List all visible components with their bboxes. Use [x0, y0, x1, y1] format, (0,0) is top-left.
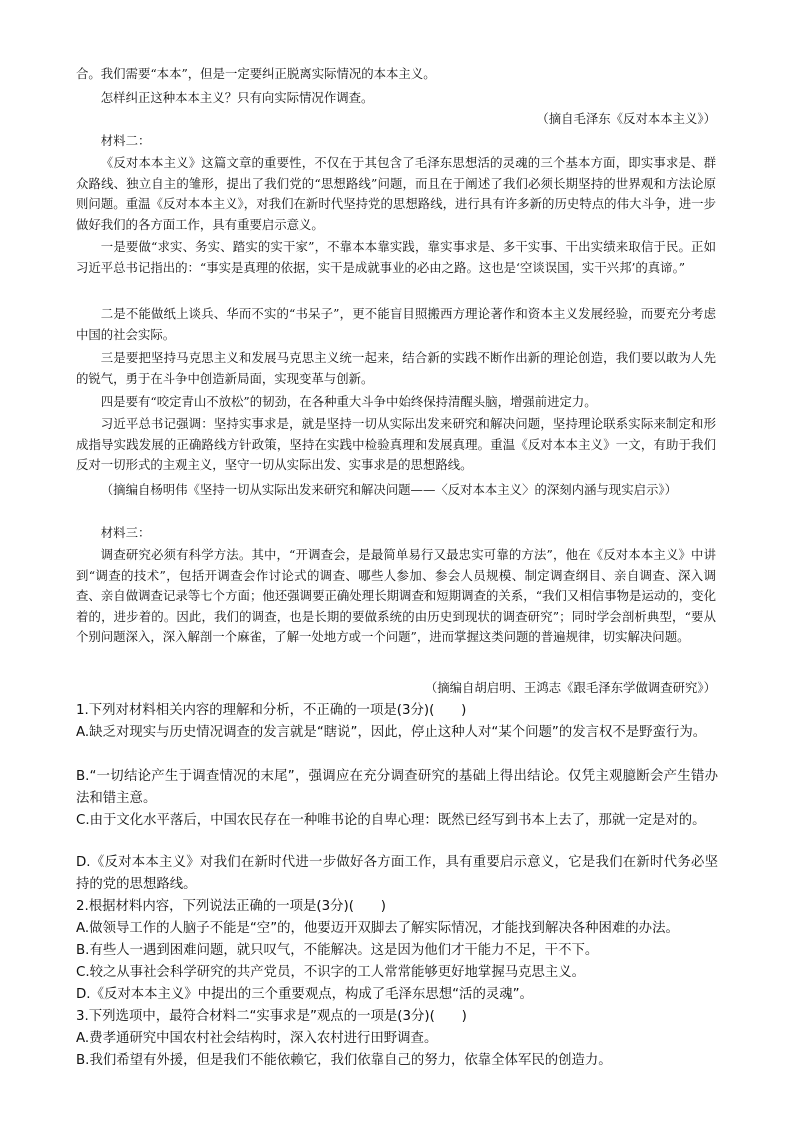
question-1-option-c: C.由于文化水平落后，中国农民存在一种唯书论的自卑心理：既然已经写到书本上去了，那就一定是对的。	[76, 813, 706, 828]
question-3-stem: 3.下列选项中，最符合材料二“实事求是”观点的一项是(3分)( )	[76, 1009, 467, 1024]
material2-para-3: 二是不能做纸上谈兵、华而不实的“书呆子”，更不能盲目照搬西方理论著作和资本主义发展经验，而要充分考虑中国的社会实际。	[76, 306, 716, 342]
intro-source: （摘自毛泽东《反对本本主义》）	[536, 111, 716, 126]
material2-source: （摘编自杨明伟《坚持一切从实际出发来研究和解决问题——〈反对本本主义〉的深刻内涵与现实启示》）	[100, 482, 677, 497]
question-2-option-b: B.有些人一遇到困难问题，就只叹气，不能解决。这是因为他们才干能力不足，干不下。	[76, 943, 599, 958]
intro-line-2: 怎样纠正这种本本主义？只有向实际情况作调查。	[100, 90, 374, 105]
question-2-option-a: A.做领导工作的人脑子不能是“空”的，他要迈开双脚去了解实际情况，才能找到解决各种困难的办法。	[76, 921, 679, 936]
question-3-option-b: B.我们希望有外援，但是我们不能依赖它，我们依靠自己的努力，依靠全体军民的创造力。	[76, 1053, 612, 1068]
material2-para-5: 四是要有“咬定青山不放松”的韧劲，在各种重大斗争中始终保持清醒头脑，增强前进定力。	[100, 394, 597, 409]
question-1-stem: 1.下列对材料相关内容的理解和分析，不正确的一项是(3分)( )	[76, 703, 467, 718]
material3-para-1: 调查研究必须有科学方法。其中，“开调查会，是最简单易行又最忠实可靠的方法”，他在《反对本本主义》中讲到“调查的技术”，包括开调查会作讨论式的调查、哪些人参加、参会人员规模、制定调查纲目、亲自调查、深入调查、亲自做调查记录等七个方面；他还强调要正确处理长期调查和短期调查的关系，“我们又相信事物是运动的，变化着的，进步着的。因此，我们的调查，也是长期的要做系统的由历史到现状的调查研究”；同时学会剖析典型，“要从个别问题深入，深入解剖一个麻雀，了解一处地方或一个问题”，进而掌握这类问题的普遍规律，切实解决问题。	[76, 547, 716, 644]
intro-line-1: 合。我们需要“本本”，但是一定要纠正脱离实际情况的本本主义。	[76, 66, 436, 81]
material2-heading: 材料二：	[100, 133, 151, 148]
material3-source: （摘编自胡启明、王鸿志《跟毛泽东学做调查研究》）	[424, 680, 716, 695]
question-3-option-a: A.费孝通研究中国农村社会结构时，深入农村进行田野调查。	[76, 1031, 438, 1046]
material3-heading: 材料三：	[100, 525, 151, 540]
question-2-option-d: D.《反对本本主义》中提出的三个重要观点，构成了毛泽东思想“活的灵魂”。	[76, 987, 533, 1002]
question-1-option-a: A.缺乏对现实与历史情况调查的发言就是“瞎说”，因此，停止这种人对“某个问题”的发言权不是野蛮行为。	[76, 725, 707, 740]
question-1-option-b: B.“一切结论产生于调查情况的末尾”，强调应在充分调查研究的基础上得出结论。仅凭主观臆断会产生错办法和错主意。	[76, 769, 718, 806]
question-2-stem: 2.根据材料内容，下列说法正确的一项是(3分)( )	[76, 899, 387, 914]
question-2-option-c: C.较之从事社会科学研究的共产党员，不识字的工人常常能够更好地掌握马克思主义。	[76, 965, 586, 980]
material2-para-6: 习近平总书记强调：坚持实事求是，就是坚持一切从实际出发来研究和解决问题，坚持理论联系实际来制定和形成指导实践发展的正确路线方针政策，坚持在实践中检验真理和发展真理。重温《反对本本主义》一文，有助于我们反对一切形式的主观主义，坚守一切从实际出发、实事求是的思想路线。	[76, 416, 716, 472]
question-1-option-d: D.《反对本本主义》对我们在新时代进一步做好各方面工作，具有重要启示意义，它是我们在新时代务必坚持的党的思想路线。	[76, 855, 718, 892]
material2-para-2: 一是要做“求实、务实、踏实的实干家”，不靠本本靠实践，靠实事求是、多干实事、干出实绩来取信于民。正如习近平总书记指出的：“事实是真理的依据，实干是成就事业的必由之路。这也是‘空谈误国，实干兴邦’的真谛。”	[76, 239, 716, 275]
material2-para-1: 《反对本本主义》这篇文章的重要性，不仅在于其包含了毛泽东思想活的灵魂的三个基本方面，即实事求是、群众路线、独立自主的雏形，提出了我们党的“思想路线”问题，而且在于阐述了我们必须长期坚持的世界观和方法论原则问题。重温《反对本本主义》，对我们在新时代坚持党的思想路线，进行具有许多新的历史特点的伟大斗争，进一步做好我们的各方面工作，具有重要启示意义。	[76, 155, 716, 232]
material2-para-4: 三是要把坚持马克思主义和发展马克思主义统一起来，结合新的实践不断作出新的理论创造，我们要以敢为人先的锐气，勇于在斗争中创造新局面，实现变革与创新。	[76, 350, 716, 386]
